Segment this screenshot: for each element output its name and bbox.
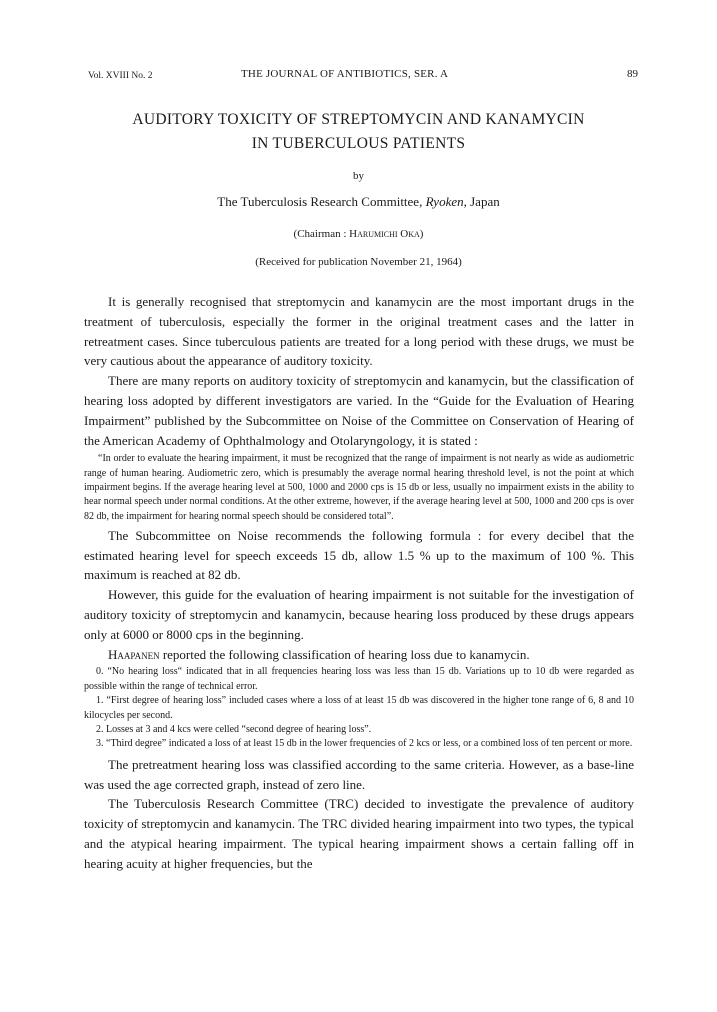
paragraph-3: The Subcommittee on Noise recommends the following formula : for every decibel that the estimated hearing level for speech exceeds 15 db, allow 1.5 % up to the maximum of 100 %. This maximum is reached at 82 db. bbox=[84, 527, 634, 583]
page-number: 89 bbox=[627, 68, 638, 80]
list-item: 1. “First degree of hearing loss” included cases where a loss of at least 15 db was discovered in the higher tone range of 6, 8 and 10 kilocycles per second. bbox=[84, 695, 634, 721]
paragraph-4: However, this guide for the evaluation of hearing impairment is not suitable for the investigation of auditory toxicity of streptomycin and kanamycin, because hearing loss produced by these drugs appears only at 6000 or 8000 cps in the beginning. bbox=[84, 587, 634, 642]
author-name-haapanen: Haapanen bbox=[108, 646, 160, 662]
classification-list bbox=[84, 664, 634, 754]
list-item: 2. Losses at 3 and 4 kcs were celled “second degree of hearing loss”. bbox=[96, 724, 372, 736]
authors-place: Ryoken bbox=[425, 194, 464, 209]
list-item: 3. “Third degree” indicated a loss of at least 15 db in the lower frequencies of 2 kcs or less, or a combined loss of ten percent or more. bbox=[96, 738, 633, 750]
article-title bbox=[0, 108, 717, 156]
paragraph-7: The Tuberculosis Research Committee (TRC) decided to investigate the prevalence of auditory toxicity of streptomycin and kanamycin. The TRC divided hearing impairment into two types, the typical and the atypical hearing impairment. The typical hearing impairment shows a certain falling off in hearing acuity at higher frequencies, but the bbox=[84, 796, 634, 871]
paragraph-2: There are many reports on auditory toxicity of streptomycin and kanamycin, but the classification of hearing loss adopted by different investigators are varied. In the “Guide for the Evaluation of Hearing Impairment” published by the Subcommittee on Noise of the Committee on Conservation of Hearing of the American Academy of Ophthalmology and Otolaryngology, it is stated : bbox=[84, 373, 634, 448]
title-line-1: AUDITORY TOXICITY OF STREPTOMYCIN AND KANAMYCIN bbox=[132, 111, 585, 128]
authors-prefix: The Tuberculosis Research Committee, bbox=[217, 194, 426, 209]
received-date: (Received for publication November 21, 1964) bbox=[255, 256, 462, 268]
paragraph-5-text: reported the following classification of hearing loss due to kanamycin. bbox=[159, 646, 530, 662]
authors bbox=[0, 194, 717, 210]
title-line-2: IN TUBERCULOUS PATIENTS bbox=[251, 135, 466, 152]
paragraph-5 bbox=[84, 645, 634, 665]
authors-suffix: , Japan bbox=[463, 194, 500, 209]
volume-issue: Vol. XVIII No. 2 bbox=[88, 71, 153, 81]
chair-suffix: ) bbox=[419, 228, 424, 240]
byline-by: by bbox=[353, 170, 364, 182]
paragraph-1: It is generally recognised that streptomycin and kanamycin are the most important drugs in the treatment of tuberculosis, especially the former in the original treatment cases and the latter in retreatment cases. Since tuberculous patients are treated for a long period with these drugs, we must be very cautious about the appearance of auditory toxicity. bbox=[84, 294, 634, 369]
list-item: 0. “No hearing loss“ indicated that in all frequencies hearing loss was less than 15 db. Variations up to 10 db were regarded as possible within the range of technical error. bbox=[84, 666, 634, 692]
chair-name: Harumichi Oka bbox=[349, 228, 420, 240]
journal-name: THE JOURNAL OF ANTIBIOTICS, SER. A bbox=[241, 68, 449, 80]
chairman bbox=[0, 228, 717, 240]
running-head bbox=[88, 68, 638, 84]
paragraph-6: The pretreatment hearing loss was classified according to the same criteria. However, as a base-line was used the age corrected graph, instead of zero line. bbox=[84, 756, 634, 792]
article-body bbox=[84, 292, 634, 874]
block-quote: “In order to evaluate the hearing impairment, it must be recognized that the range of impairment is not nearly as wide as audiometric range of human hearing. Audiometric zero, which is presumably the average normal hearing threshold level, is not the point at which impairment begins. If the average hearing level at 500, 1000 and 2000 cps is 15 db or less, usually no impairment exists in the ability to hear normal speech under normal conditions. At the other extreme, however, if the average hearing level at 500, 1000 and 200 cps is over 82 db, the impairment for hearing normal speech should be considered total”. bbox=[84, 453, 634, 522]
chair-prefix: (Chairman : bbox=[293, 228, 350, 240]
